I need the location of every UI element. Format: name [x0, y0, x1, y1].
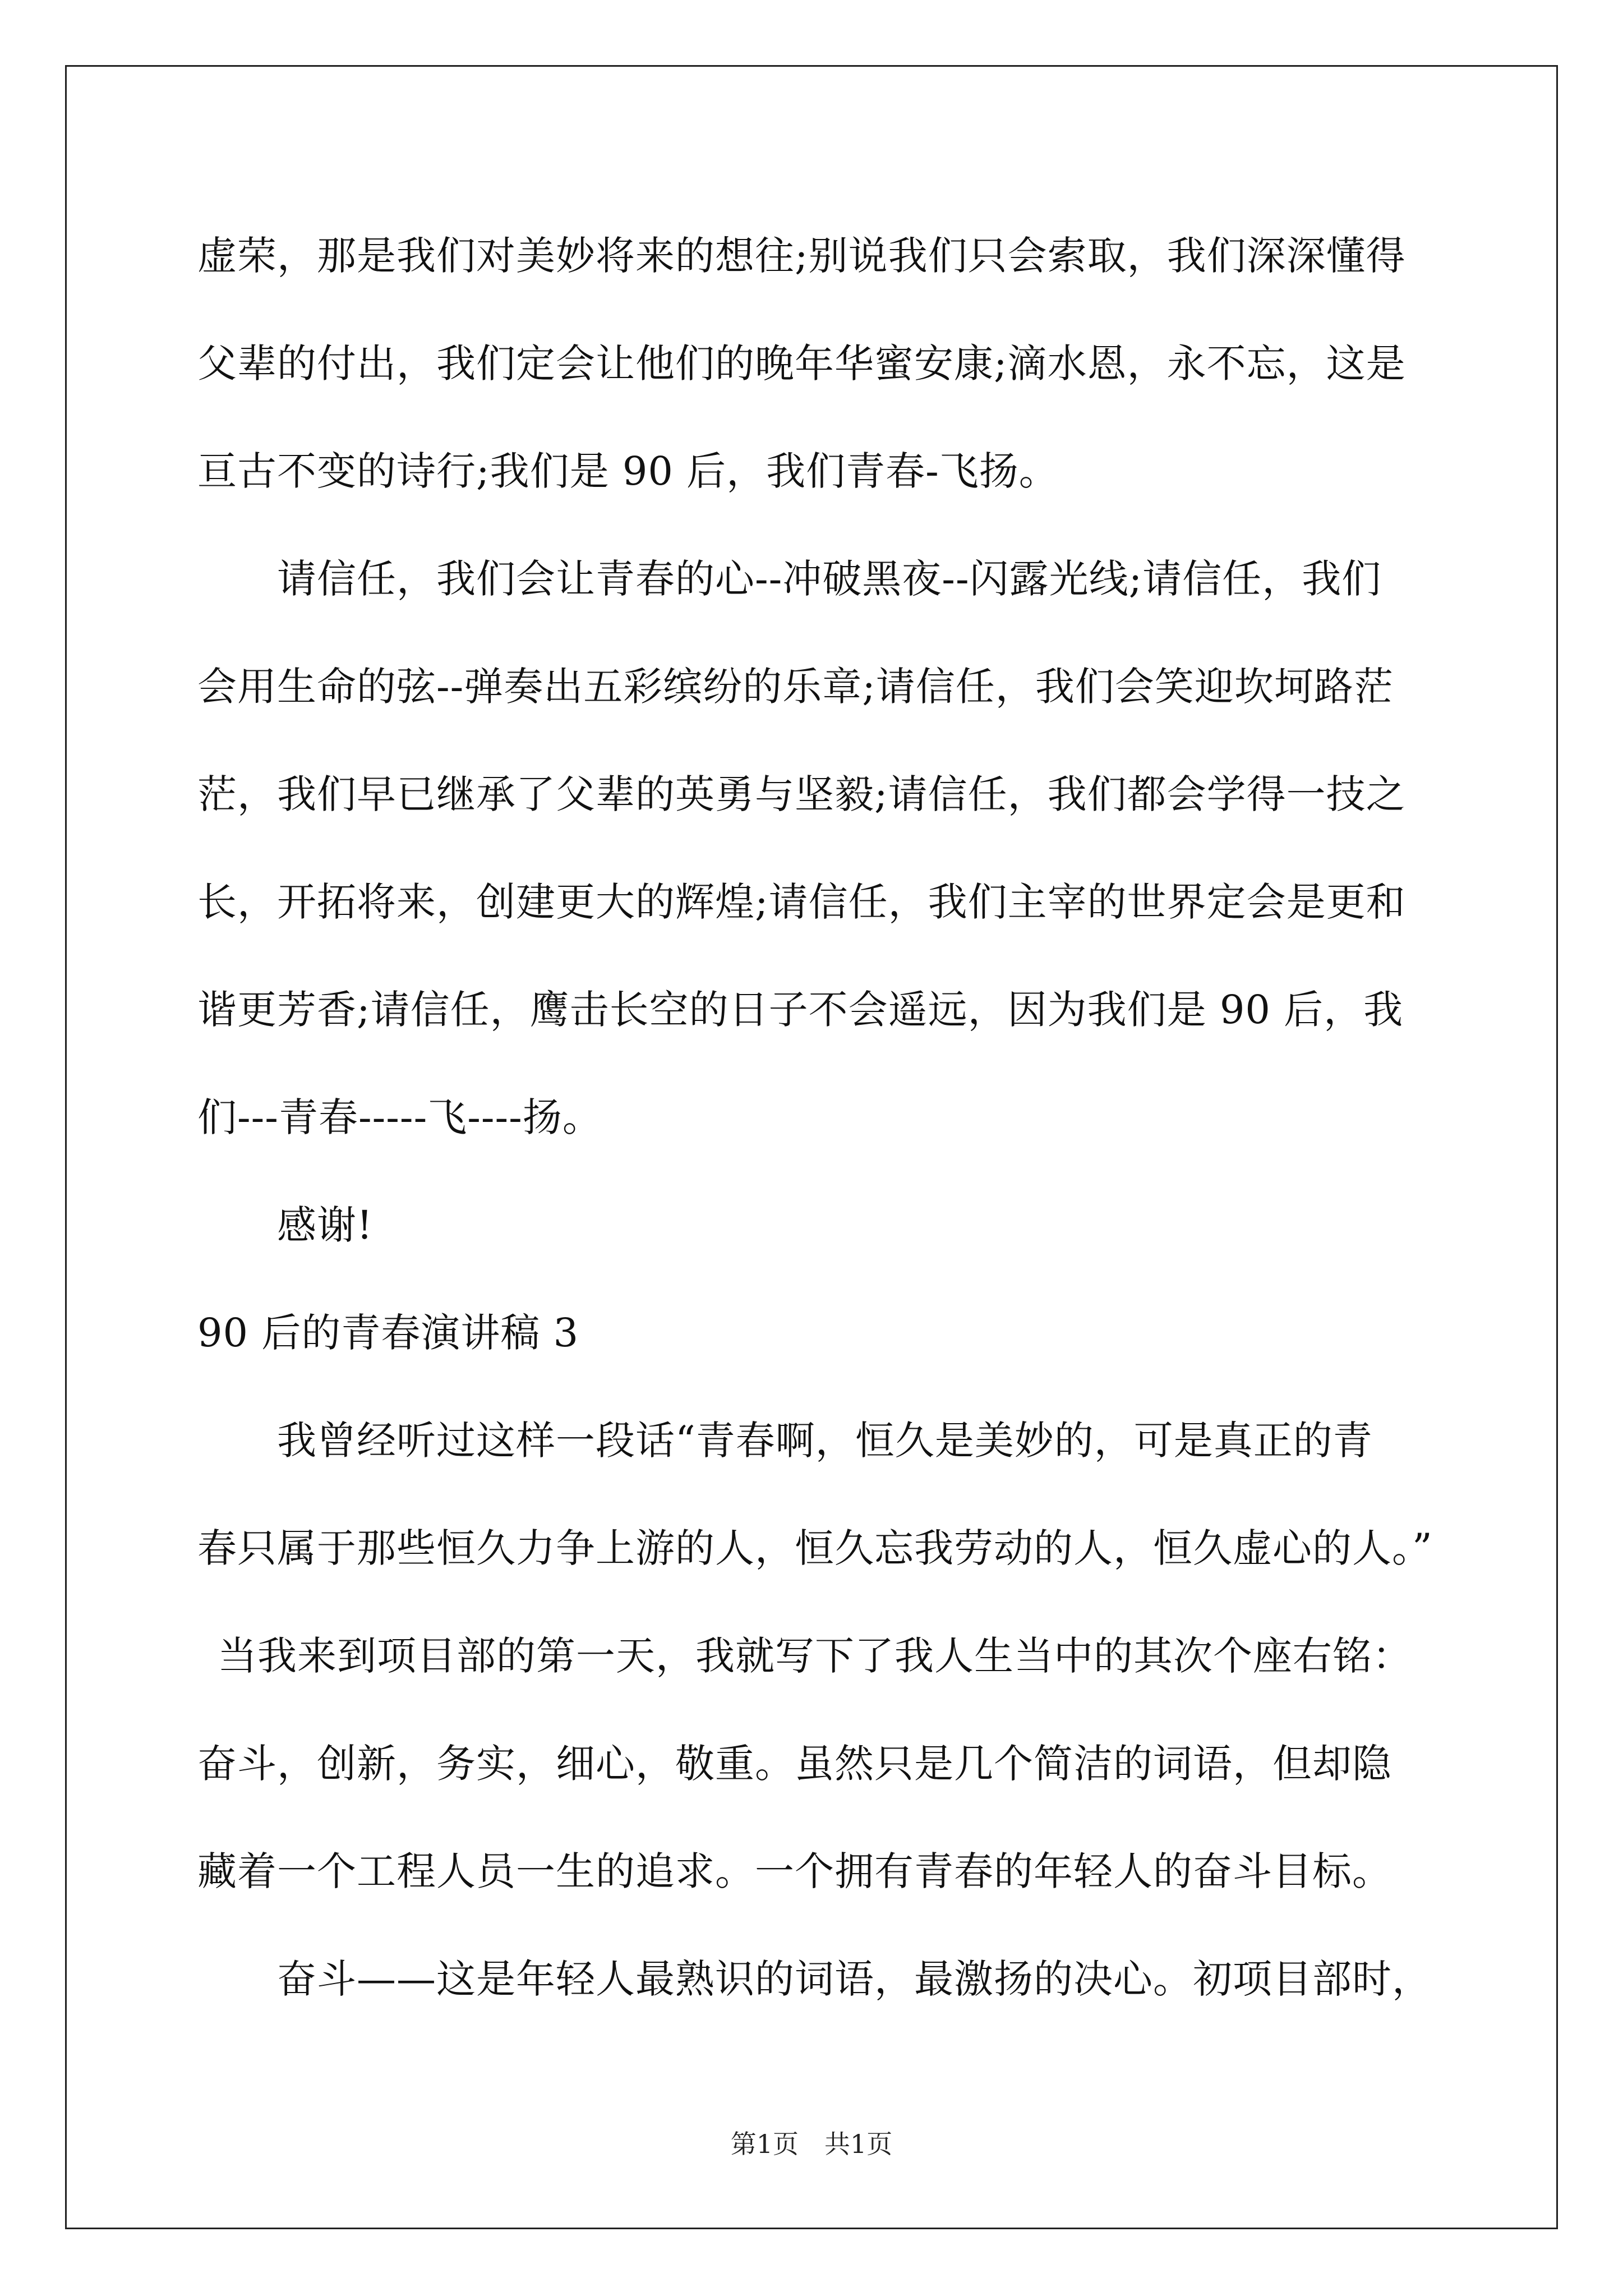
paragraph-start-line: 我曾经听过这样一段话“青春啊，恒久是美妙的，可是真正的青: [277, 1418, 1373, 1464]
text-line: 谐更芳香;请信任，鹰击长空的日子不会遥远，因为我们是 90 后，我: [197, 987, 1404, 1033]
text-line: 会用生命的弦--弹奏出五彩缤纷的乐章;请信任，我们会笑迎坎坷路茫: [197, 664, 1394, 710]
text-line: 茫，我们早已继承了父辈的英勇与坚毅;请信任，我们都会学得一技之: [197, 771, 1406, 817]
text-line: 父辈的付出，我们定会让他们的晚年华蜜安康;滴水恩，永不忘，这是: [197, 341, 1406, 386]
text-line: 藏着一个工程人员一生的追求。一个拥有青春的年轻人的奋斗目标。: [197, 1848, 1392, 1894]
text-line: 亘古不变的诗行;我们是 90 后，我们青春-飞扬。: [197, 448, 1059, 494]
paragraph-start-line: 感谢!: [277, 1202, 374, 1248]
paragraph-start-line: 奋斗——这是年轻人最熟识的词语，最激扬的决心。初项目部时，: [277, 1956, 1432, 2002]
document-body: [197, 202, 1431, 2033]
text-line: 们---青春-----飞----扬。: [197, 1094, 602, 1140]
page-footer: [0, 2127, 1623, 2161]
text-line: 奋斗，创新，务实，细心，敬重。虽然只是几个简洁的词语，但却隐: [197, 1741, 1392, 1787]
page-total: 共1页: [824, 2129, 893, 2159]
text-line: 春只属于那些恒久力争上游的人，恒久忘我劳动的人，恒久虚心的人。”: [197, 1525, 1433, 1571]
text-line: 当我来到项目部的第一天，我就写下了我人生当中的其次个座右铭：: [218, 1633, 1412, 1679]
paragraph-start-line: 请信任，我们会让青春的心--冲破黑夜--闪露光线;请信任，我们: [277, 556, 1382, 602]
text-line: 长，开拓将来，创建更大的辉煌;请信任，我们主宰的世界定会是更和: [197, 879, 1406, 925]
text-line: 虚荣，那是我们对美妙将来的想往;别说我们只会索取，我们深深懂得: [197, 233, 1406, 279]
page-number: 第1页: [730, 2129, 799, 2159]
section-heading: 90 后的青春演讲稿 3: [197, 1310, 579, 1356]
